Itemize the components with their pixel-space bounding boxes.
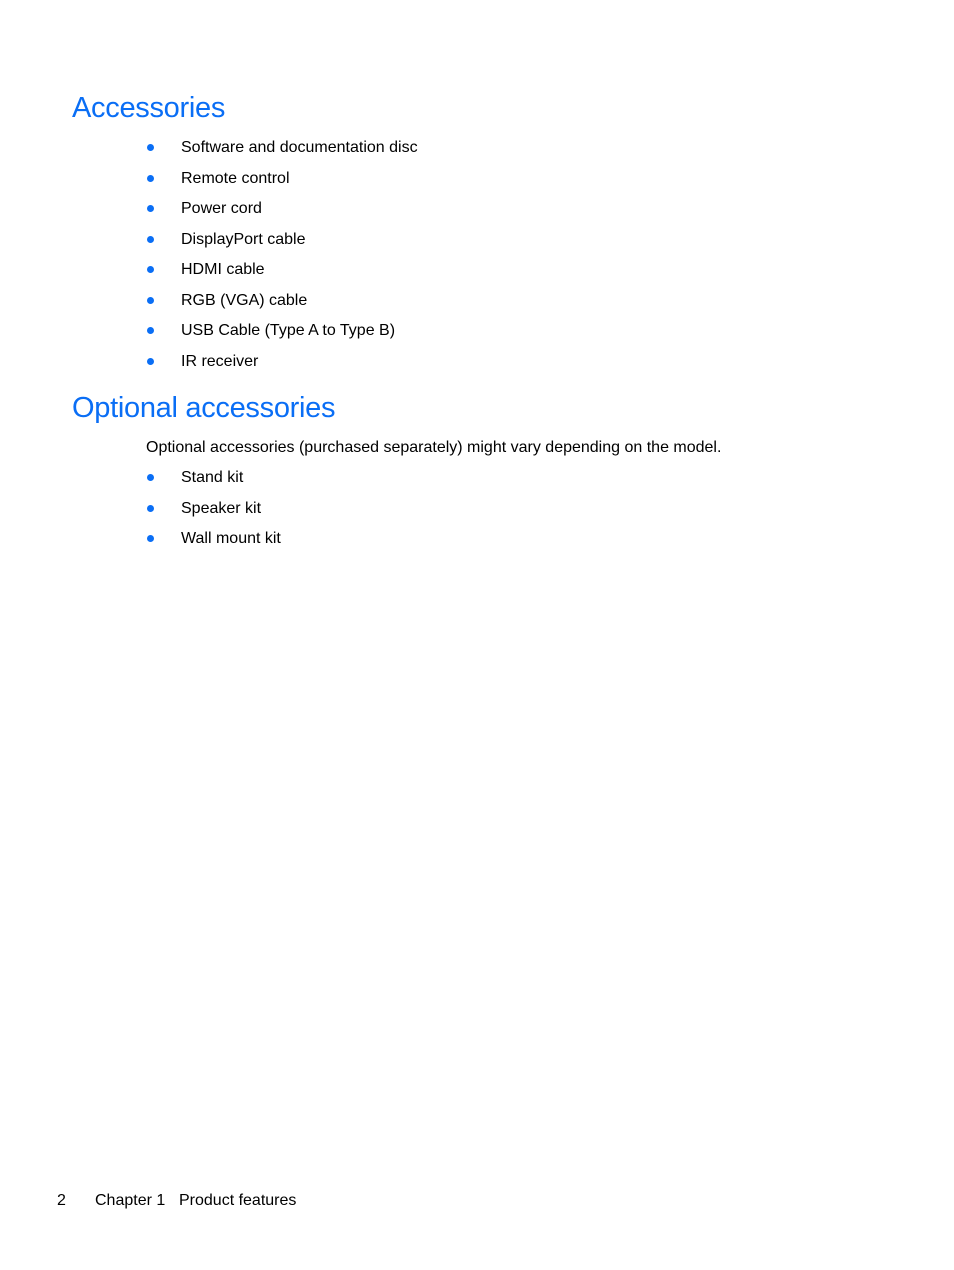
optional-accessories-list — [146, 467, 281, 559]
list-item — [146, 229, 418, 260]
list-item-label: Wall mount kit — [181, 530, 281, 547]
bullet-icon — [147, 535, 154, 542]
list-item — [146, 467, 281, 498]
page-number: 2 — [57, 1192, 66, 1209]
bullet-icon — [147, 144, 154, 151]
list-item-label: RGB (VGA) cable — [181, 291, 308, 309]
footer-chapter-label: Chapter 1 — [95, 1192, 166, 1209]
list-item-label: DisplayPort cable — [181, 230, 306, 248]
list-item-label: Stand kit — [181, 469, 244, 486]
section-heading-accessories: Accessories — [72, 92, 226, 124]
list-item — [146, 528, 281, 559]
bullet-icon — [147, 358, 154, 365]
list-item — [146, 351, 418, 382]
bullet-icon — [147, 297, 154, 304]
list-item-label: HDMI cable — [181, 261, 265, 278]
list-item — [146, 137, 418, 168]
list-item — [146, 290, 418, 321]
bullet-icon — [147, 474, 154, 481]
accessories-list — [146, 137, 418, 381]
list-item-label: Software and documentation disc — [181, 139, 418, 156]
list-item-label: Speaker kit — [181, 499, 262, 517]
list-item-label: IR receiver — [181, 352, 259, 370]
bullet-icon — [147, 205, 154, 212]
optional-accessories-intro: Optional accessories (purchased separately) might vary depending on the model. — [146, 439, 722, 456]
list-item — [146, 198, 418, 229]
bullet-icon — [147, 266, 154, 273]
section-heading-optional-accessories: Optional accessories — [72, 392, 336, 424]
list-item — [146, 259, 418, 290]
list-item — [146, 168, 418, 199]
list-item-label: Remote control — [181, 169, 290, 187]
bullet-icon — [147, 327, 154, 334]
list-item — [146, 498, 281, 529]
bullet-icon — [147, 175, 154, 182]
footer-chapter-title: Product features — [179, 1192, 297, 1209]
list-item-label: Power cord — [181, 200, 262, 217]
list-item — [146, 320, 418, 351]
bullet-icon — [147, 236, 154, 243]
list-item-label: USB Cable (Type A to Type B) — [181, 322, 396, 339]
bullet-icon — [147, 505, 154, 512]
